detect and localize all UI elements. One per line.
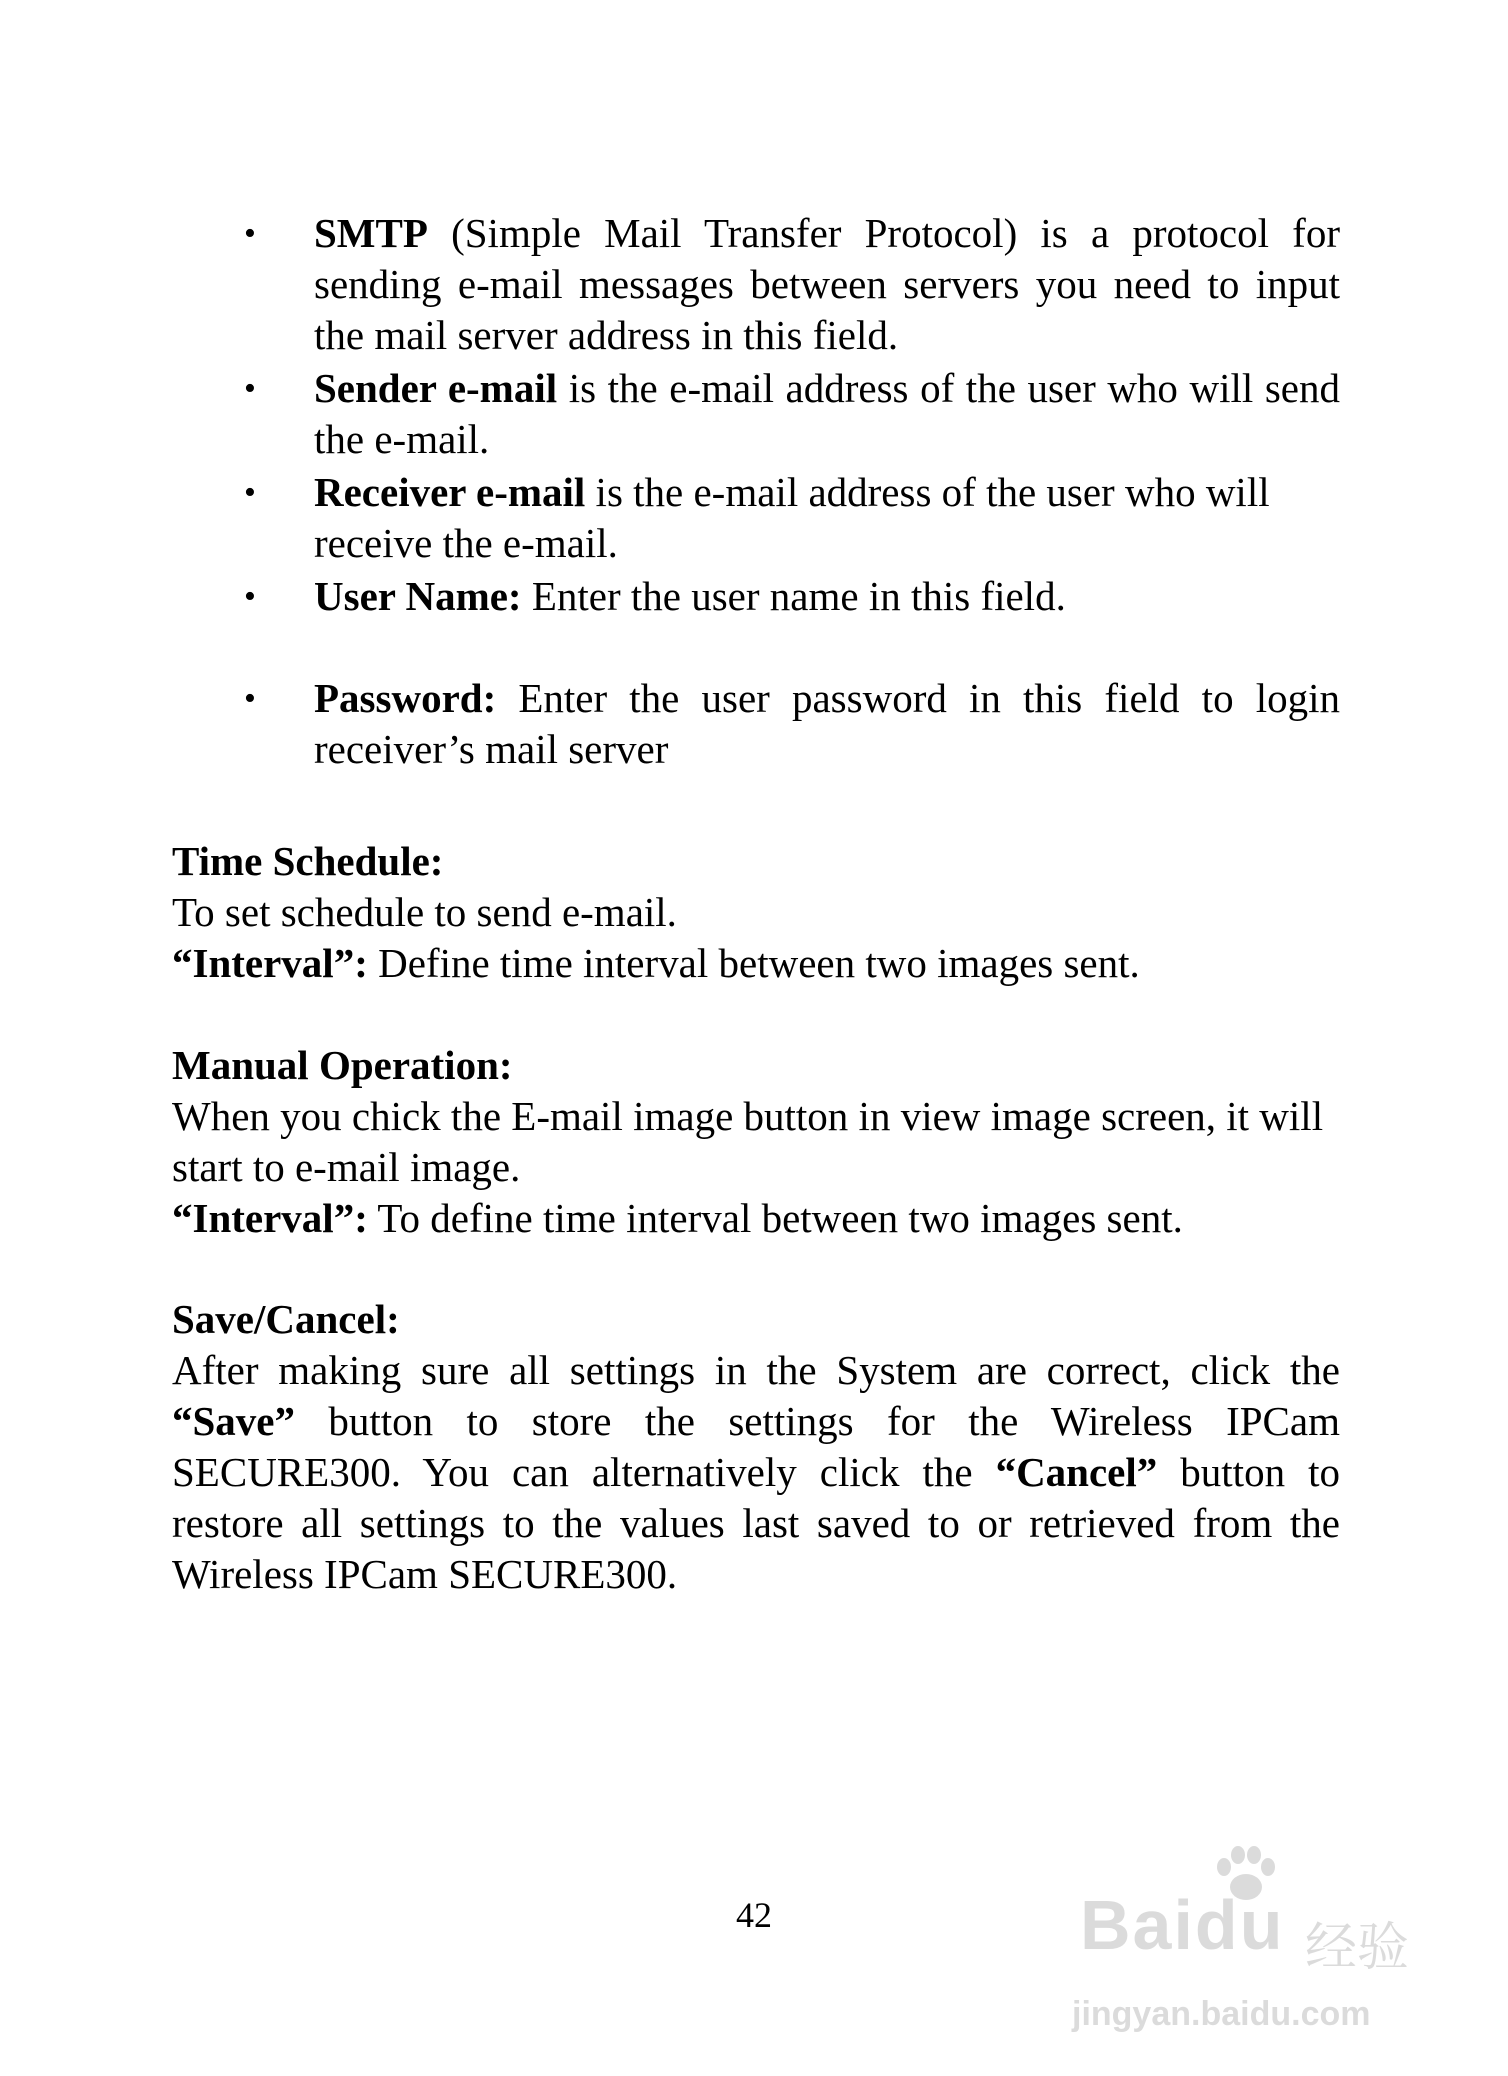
heading-manual-operation: Manual Operation: <box>172 1042 513 1088</box>
heading-time-schedule: Time Schedule: <box>172 838 444 884</box>
interval-label: “Interval”: <box>172 1195 368 1241</box>
text-part: button to store the settings for the Wireless IPCam SECURE300. You can alternatively click the <box>172 1398 1340 1495</box>
interval-line <box>172 938 1340 989</box>
desc-password: Enter the user password in this field to login receiver’s mail server <box>314 675 1340 772</box>
list-item-receiver-email <box>240 467 1340 569</box>
term-password: Password: <box>314 675 497 721</box>
interval-line <box>172 1193 1340 1244</box>
term-sender-email: Sender e-mail <box>314 365 558 411</box>
section-time-schedule <box>172 836 1340 989</box>
watermark-url: jingyan.baidu.com <box>1072 1995 1371 2033</box>
watermark-cn: 经验 <box>1305 1919 1410 1977</box>
term-user-name: User Name: <box>314 573 522 619</box>
desc-user-name: Enter the user name in this field. <box>521 573 1066 619</box>
bullet-icon: • <box>244 370 256 407</box>
term-receiver-email: Receiver e-mail <box>314 469 586 515</box>
page-number: 42 <box>736 1895 772 1935</box>
list-item-user-name <box>240 571 1340 622</box>
desc-sender-email: is the e-mail address of the user who will send the e-mail. <box>314 365 1341 462</box>
text-part: button to restore all settings to the values last saved to or retrieved from the Wireless IPCam SECURE300. <box>172 1449 1340 1597</box>
list-item-sender-email <box>240 363 1340 465</box>
heading-save-cancel: Save/Cancel: <box>172 1296 400 1342</box>
save-term: “Save” <box>172 1398 295 1444</box>
term-smtp: SMTP <box>314 210 428 256</box>
text-time-schedule: To set schedule to send e-mail. <box>172 889 677 935</box>
field-description-list <box>240 208 1340 777</box>
interval-text: To define time interval between two images sent. <box>367 1195 1183 1241</box>
cancel-term: “Cancel” <box>995 1449 1158 1495</box>
section-manual-operation <box>172 1040 1340 1244</box>
text-manual-operation: When you chick the E-mail image button in view image screen, it will start to e-mail image. <box>172 1093 1324 1190</box>
list-item-smtp <box>240 208 1340 361</box>
list-item-password <box>240 673 1340 775</box>
watermark <box>1060 1855 1440 2055</box>
interval-label: “Interval”: <box>172 940 368 986</box>
text-part: After making sure all settings in the System are correct, click the <box>172 1347 1340 1393</box>
bullet-icon: • <box>244 215 256 252</box>
bullet-icon: • <box>244 680 256 717</box>
text-save-cancel <box>172 1345 1340 1600</box>
watermark-logo: Baidu <box>1080 1886 1285 1964</box>
interval-text: Define time interval between two images sent. <box>367 940 1140 986</box>
desc-receiver-email: is the e-mail address of the user who will receive the e-mail. <box>314 469 1270 566</box>
bullet-icon: • <box>244 578 256 615</box>
desc-smtp: (Simple Mail Transfer Protocol) is a protocol for sending e-mail messages between servers you need to input the mail server address in this field. <box>314 210 1340 358</box>
section-save-cancel <box>172 1294 1340 1600</box>
bullet-icon: • <box>244 474 256 511</box>
